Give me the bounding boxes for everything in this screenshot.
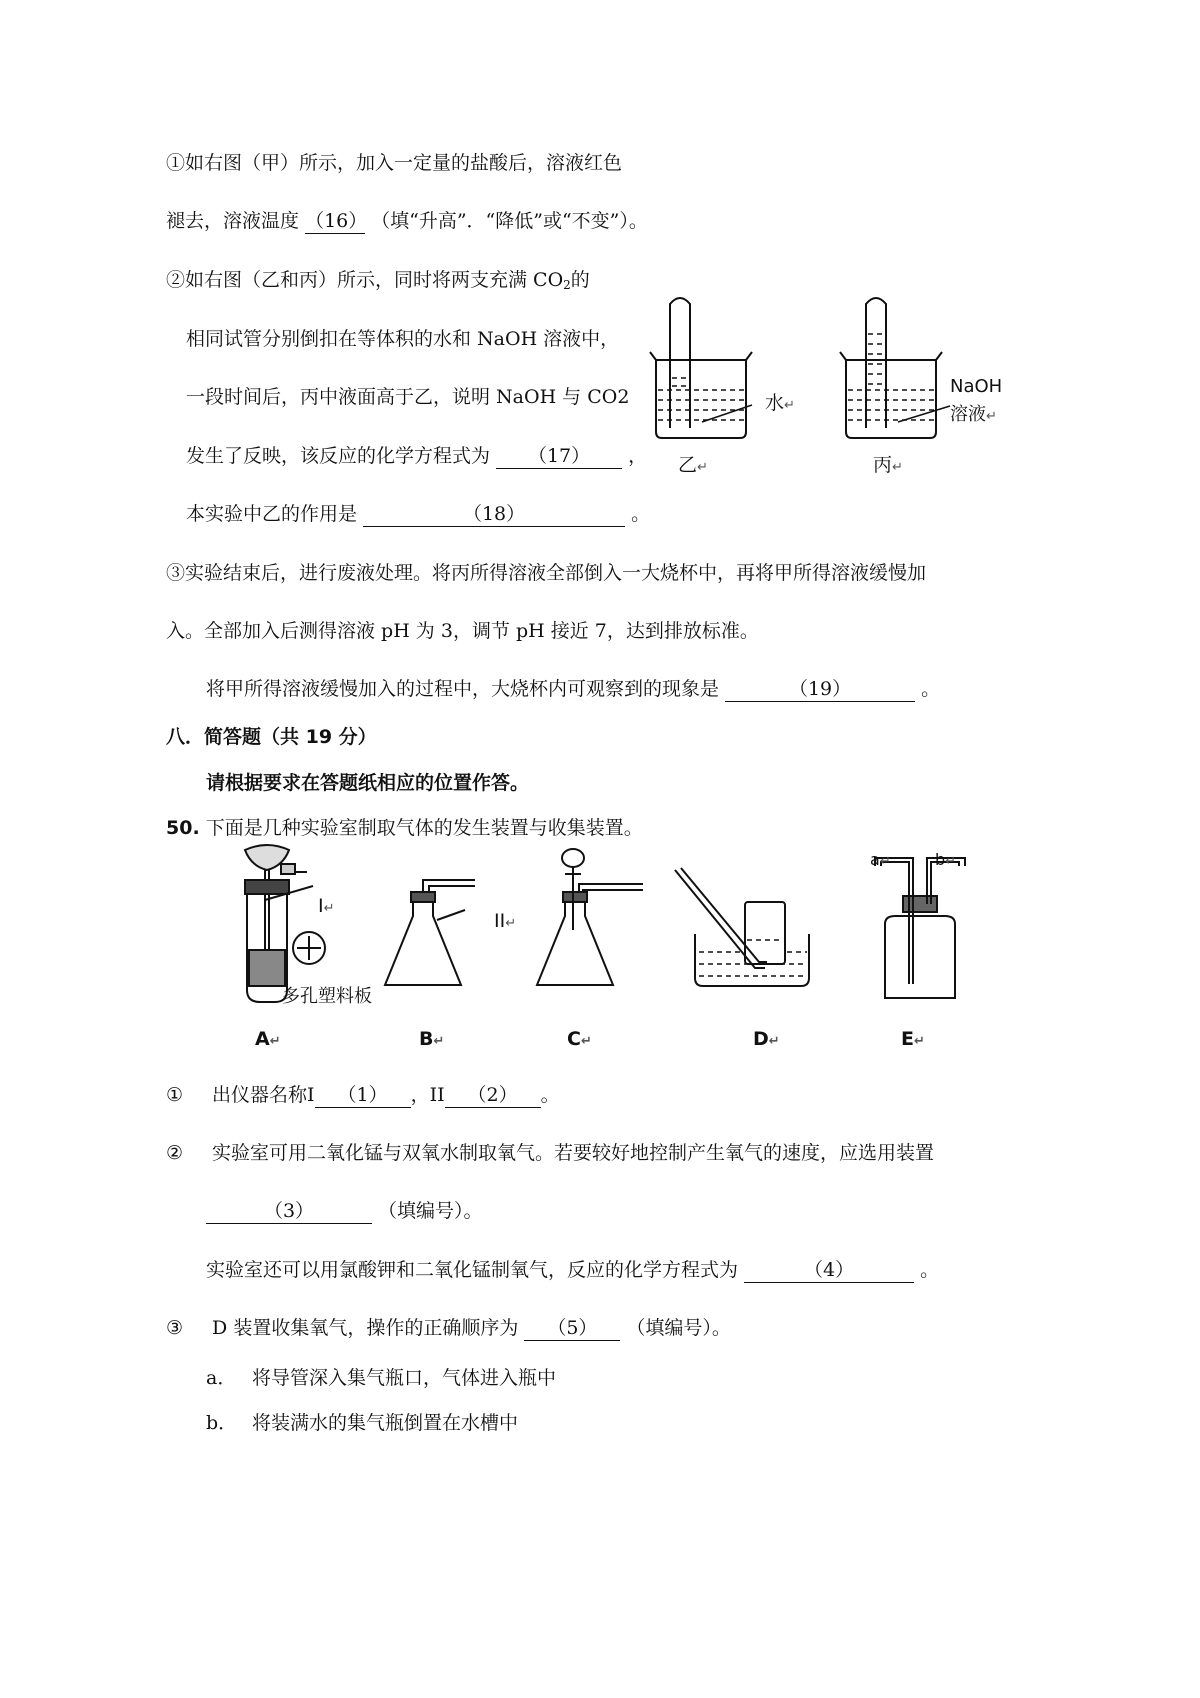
q49-p2-line4: 发生了反映，该反应的化学方程式为 （17） ， [186, 445, 648, 467]
answer-blank-4[interactable]: （4） [744, 1258, 914, 1283]
question-number: 50. [166, 817, 200, 839]
answer-blank-1[interactable]: （1） [315, 1083, 411, 1108]
porous-plate-label: 多孔塑料板 [282, 986, 372, 1007]
q49-p3-line2: 入。全部加入后测得溶液 pH 为 3，调节 pH 接近 7，达到排放标准。 [166, 620, 759, 642]
q49-p2-line2: 相同试管分别倒扣在等体积的水和 NaOH 溶液中， [186, 328, 620, 350]
label-a: a↵ [870, 850, 891, 869]
water-label: 水↵ [765, 392, 795, 414]
q50-s3: ③ D 装置收集氧气，操作的正确顺序为 （5） （填编号）。 [166, 1317, 731, 1339]
q49-p2-line3: 一段时间后，丙中液面高于乙，说明 NaOH 与 CO2 [186, 386, 630, 408]
q50-s2-line1: ② 实验室可用二氧化锰与双氧水制取氧气。若要较好地控制产生氧气的速度，应选用装置 [166, 1142, 935, 1164]
bing-label: 丙↵ [873, 454, 903, 476]
q50-s2-line3: 实验室还可以用氯酸钾和二氧化锰制氧气，反应的化学方程式为 （4） 。 [206, 1259, 940, 1281]
q50-s2-line2: （3） （填编号）。 [206, 1198, 483, 1224]
answer-blank-18[interactable]: （18） [363, 502, 625, 527]
apparatus-letter-C: C↵ [567, 1028, 592, 1050]
apparatus-letter-A: A↵ [255, 1028, 281, 1050]
label-I: I↵ [318, 895, 335, 917]
apparatus-letter-B: B↵ [419, 1028, 445, 1050]
naoh-label: NaOH 溶液↵ [950, 376, 1003, 425]
q50-stem: 50. 下面是几种实验室制取气体的发生装置与收集装置。 [166, 817, 643, 839]
answer-blank-19[interactable]: （19） [725, 677, 915, 702]
q49-p3-line3: 将甲所得溶液缓慢加入的过程中，大烧杯内可观察到的现象是 （19） 。 [206, 678, 941, 700]
q49-p1-line1: ①如右图（甲）所示，加入一定量的盐酸后，溶液红色 [166, 152, 623, 174]
q49-p2-line1: ②如右图（乙和丙）所示，同时将两支充满 $CO_2$的 [166, 269, 590, 292]
answer-blank-5[interactable]: （5） [524, 1316, 620, 1341]
apparatus-letter-E: E↵ [901, 1028, 925, 1050]
yi-label: 乙↵ [678, 454, 708, 476]
apparatus-letter-D: D↵ [753, 1028, 780, 1050]
answer-blank-17[interactable]: （17） [496, 444, 622, 469]
option-b: b． 将装满水的集气瓶倒置在水槽中 [206, 1412, 519, 1434]
label-b: b↵ [935, 850, 957, 869]
q49-p1-line2: 褪去，溶液温度 （16） （填“升高”．“降低”或“不变”）。 [166, 210, 648, 232]
label-II: II↵ [494, 910, 517, 932]
section-instruction: 请根据要求在答题纸相应的位置作答。 [206, 772, 530, 794]
option-a: a． 将导管深入集气瓶口，气体进入瓶中 [206, 1367, 557, 1389]
answer-blank-16[interactable]: （16） [305, 210, 368, 232]
q49-p3-line1: ③实验结束后，进行废液处理。将丙所得溶液全部倒入一大烧杯中，再将甲所得溶液缓慢加 [166, 562, 927, 584]
q50-s1: ① 出仪器名称I （1） ，II （2） 。 [166, 1084, 560, 1106]
answer-blank-2[interactable]: （2） [445, 1083, 541, 1108]
q49-p2-line5: 本实验中乙的作用是 （18） 。 [186, 503, 651, 525]
answer-blank-3[interactable]: （3） [206, 1199, 372, 1224]
section-title: 八．简答题（共 19 分） [166, 726, 377, 748]
